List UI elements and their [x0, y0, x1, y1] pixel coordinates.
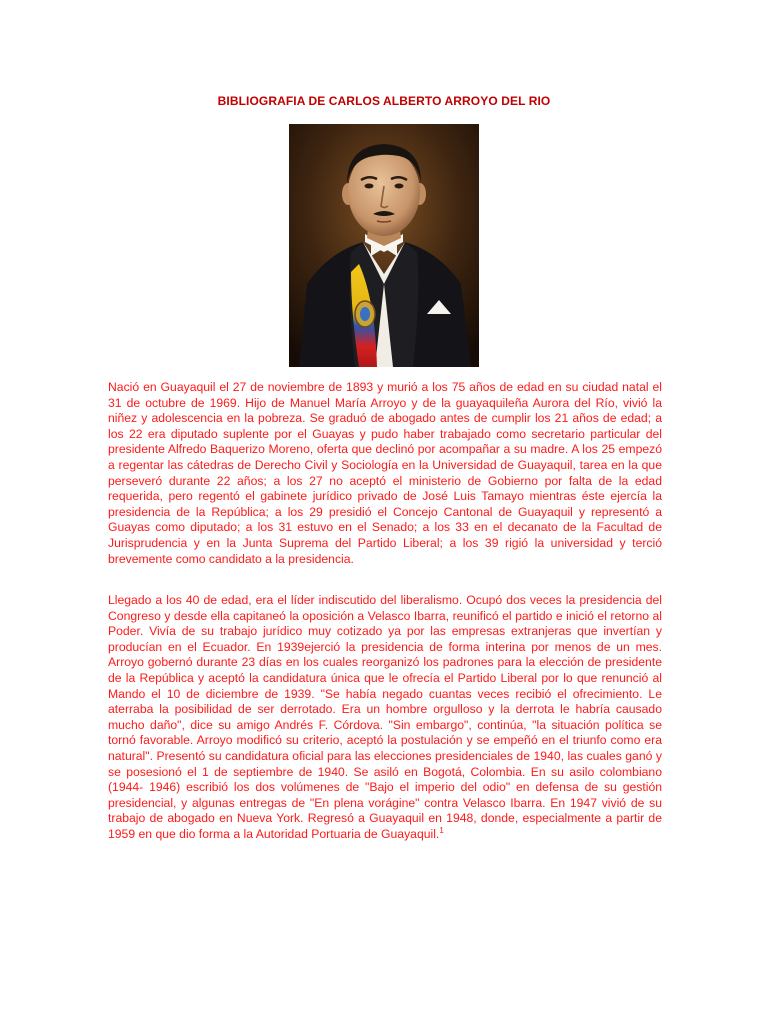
biography-paragraph-2 [108, 593, 662, 843]
portrait-image [289, 124, 479, 367]
document-title: BIBLIOGRAFIA DE CARLOS ALBERTO ARROYO DEL RIO [217, 94, 551, 108]
biography-paragraph-2-text: Llegado a los 40 de edad, era el líder indiscutido del liberalismo. Ocupó dos veces la presidencia del Congreso y desde ella capitaneó la oposición a Velasco Ibarra, reunificó el partido e inició el retorno al Poder. Vivía de su trabajo jurídico muy cotizado ya por las empresas extranjeras que invertían y producían en el Ecuador. En 1939ejerció la presidencia de forma interina por menos de un mes. Arroyo gobernó durante 23 días en los cuales reorganizó los padrones para la elección de presidente de la República y aceptó la candidatura única que le ofrecía el Partido Liberal por lo que renunció al Mando el 10 de diciembre de 1939. "Se había negado cuantas veces recibió el ofrecimiento. Le aterraba la posibilidad de ser derrotado. Era un hombre orgulloso y la derrota le habría causado mucho daño", dice su amigo Andrés F. Córdova. "Sin embargo", continúa, "la situación política se tornó favorable. Arroyo modificó su criterio, aceptó la postulación y se empeñó en el triunfo como era natural". Presentó su candidatura oficial para las elecciones presidenciales de 1940, las cuales ganó y se posesionó el 1 de septiembre de 1940. Se asiló en Bogotá, Colombia. En su asilo colombiano (1944- 1946) escribió los dos volúmenes de "Bajo el imperio del odio" en defensa de su gestión presidencial, y algunas entregas de "En plena vorágine" contra Velasco Ibarra. En 1947 vivió de su trabajo de abogado en Nueva York. Regresó a Guayaquil en 1948, donde, especialmente a partir de 1959 en que dio forma a la Autoridad Portuaria de Guayaquil. [108, 593, 662, 841]
biography-paragraph-1: Nació en Guayaquil el 27 de noviembre de 1893 y murió a los 75 años de edad en su ciudad natal el 31 de octubre de 1969. Hijo de Manuel María Arroyo y de la guayaquileña Aurora del Río, vivió la niñez y adolescencia en la pobreza. Se graduó de abogado antes de cumplir los 21 años de edad; a los 22 era diputado suplente por el Guayas y pudo haber trabajado como secretario particular del presidente Alfredo Baquerizo Moreno, oferta que declinó por acompañar a su madre. A los 25 empezó a regentar las cátedras de Derecho Civil y Sociología en la Universidad de Guayaquil, tarea en la que perseveró durante 22 años; a los 27 no aceptó el ministerio de Gobierno por falta de la edad requerida, pero regentó el gabinete jurídico privado de José Luis Tamayo mientras éste ejercía la presidencia de la República; a los 29 presidió el Concejo Cantonal de Guayaquil y representó a Guayas como diputado; a los 31 estuvo en el Senado; a los 33 en el decanato de la Facultad de Jurisprudencia y en la Junta Suprema del Partido Liberal; a los 39 rigió la universidad y terció brevemente como candidato a la presidencia. [108, 380, 662, 566]
footnote-reference: 1 [439, 825, 444, 835]
